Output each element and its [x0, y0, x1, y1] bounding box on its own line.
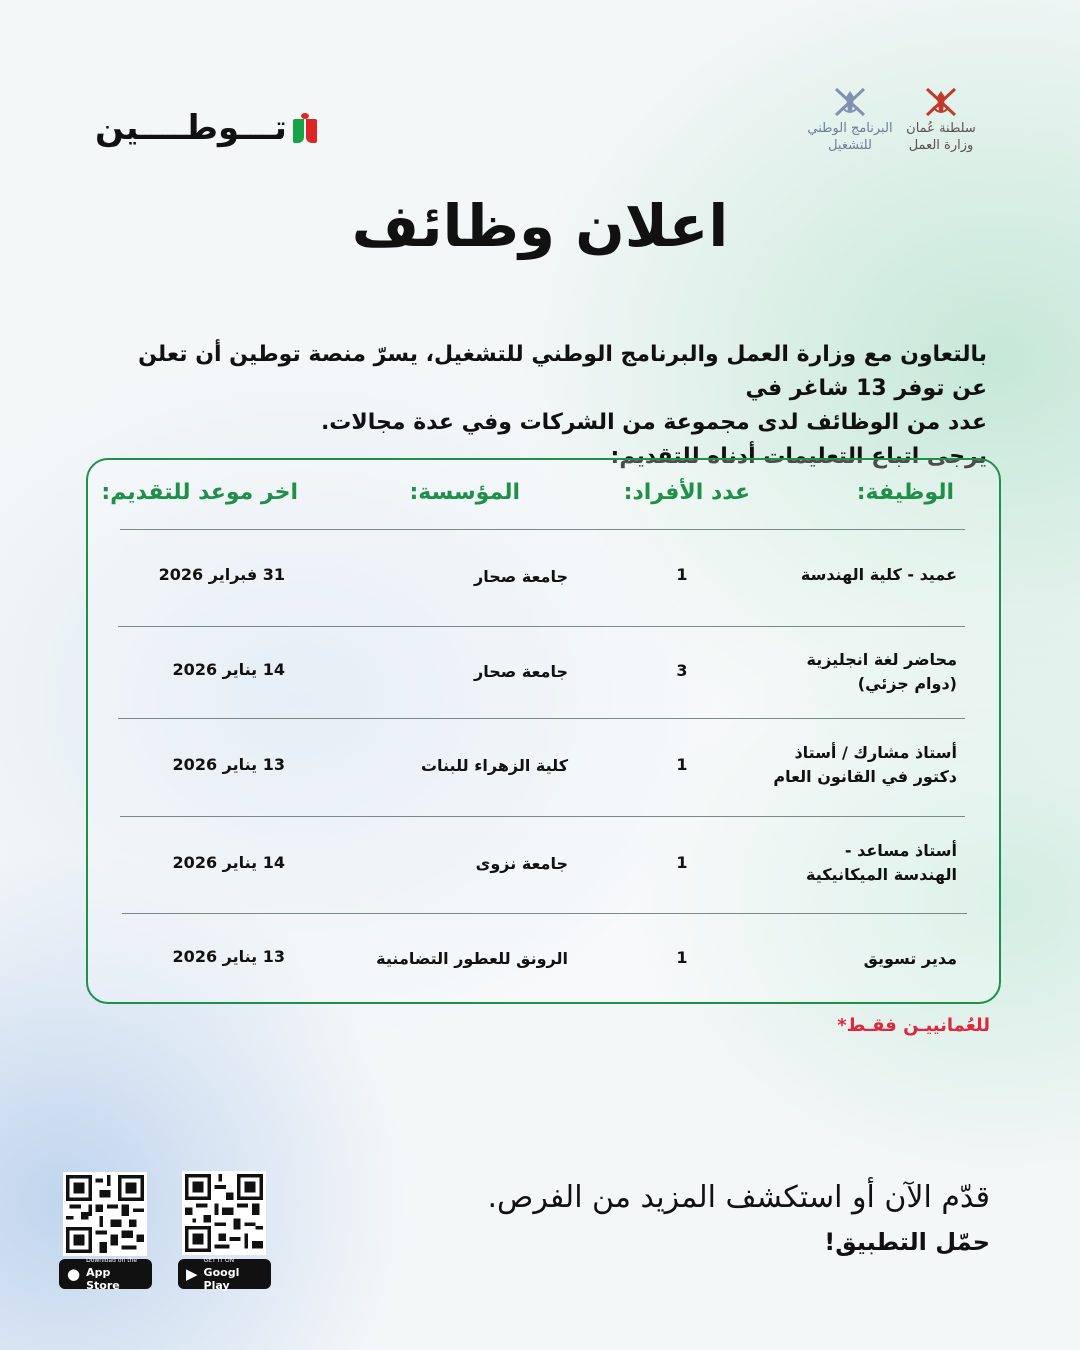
header-org: المؤسسة: [409, 480, 520, 505]
table-row-3-org: كلية الزهراء للبنات [420, 756, 568, 775]
intro-line-3: يرجى اتباع التعليمات أدناه للتقديم: [610, 444, 987, 469]
table-row-3-deadline: 13 يناير 2026 [172, 755, 285, 774]
table-row-2-org: جامعة صحار [474, 662, 568, 681]
table-row-4-count: 1 [676, 853, 688, 872]
intro-line-1: بالتعاون مع وزارة العمل والبرنامج الوطني للتشغيل، يسرّ منصة توطين أن تعلن عن توفر 13 شاغر في [138, 342, 987, 401]
googleplay-small-text: GET IT ON [203, 1257, 235, 1264]
googleplay-label: Googl Play [203, 1266, 240, 1292]
table-row-5-job: مدير تسويق [863, 949, 957, 968]
table-row-2-deadline: 14 يناير 2026 [172, 660, 285, 679]
ministry-logo [905, 85, 977, 153]
program-name-line1: البرنامج الوطني [807, 121, 893, 136]
table-row-1-count: 1 [676, 565, 688, 584]
appstore-button[interactable] [59, 1257, 152, 1292]
table-row-2-job: محاضر لغة انجليزية (دوام جزئي) [806, 650, 957, 693]
table-divider [120, 816, 965, 817]
table-row-1-job: عميد - كلية الهندسة [800, 565, 957, 584]
brand-name: تـــوطــــين [95, 108, 287, 148]
table-row-1-deadline: 31 فبراير 2026 [158, 565, 285, 584]
table-divider [118, 626, 965, 627]
table-divider [122, 913, 967, 914]
play-icon: ▶ [186, 1264, 198, 1283]
jobs-table-card [86, 458, 1001, 1004]
googleplay-button[interactable] [178, 1257, 271, 1292]
brand-logo [95, 108, 319, 148]
header-deadline: اخر موعد للتقديم: [101, 480, 298, 505]
table-row-3-count: 1 [676, 755, 688, 774]
apple-icon: ● [67, 1264, 81, 1283]
table-row-1-org: جامعة صحار [474, 567, 568, 586]
table-row-5-org: الرونق للعطور التضامنية [376, 949, 568, 968]
table-row-5-count: 1 [676, 948, 688, 967]
table-row-3-job: أستاذ مشارك / أستاذ دكتور في القانون العام [773, 743, 957, 786]
intro-line-2: عدد من الوظائف لدى مجموعة من الشركات وفي عدة مجالات. [320, 410, 987, 435]
googleplay-qr-code[interactable] [182, 1171, 266, 1255]
program-emblem-icon [830, 85, 870, 119]
header-count: عدد الأفراد: [623, 480, 750, 505]
table-divider [118, 718, 965, 719]
table-row-4-org: جامعة نزوى [475, 854, 568, 873]
ministry-name-line1: سلطنة عُمان [906, 121, 976, 136]
intro-text [117, 338, 987, 474]
cta-text: قدّم الآن أو استكشف المزيد من الفرص. [487, 1180, 990, 1215]
table-row-4-deadline: 14 يناير 2026 [172, 853, 285, 872]
appstore-small-text: Download on the [86, 1257, 138, 1264]
program-name-line2: للتشغيل [828, 138, 872, 153]
brand-mark-icon [293, 113, 319, 143]
ministry-name-line2: وزارة العمل [908, 138, 974, 153]
program-logo [800, 85, 900, 153]
appstore-qr-code[interactable] [63, 1172, 147, 1256]
table-row-4-job: أستاذ مساعد - الهندسة الميكانيكية [806, 841, 957, 884]
table-row-5-deadline: 13 يناير 2026 [172, 947, 285, 966]
oman-emblem-icon [921, 85, 961, 119]
header-job: الوظيفة: [856, 480, 954, 505]
table-row-2-count: 3 [676, 661, 688, 680]
page-title: اعلان وظائف [351, 192, 729, 260]
appstore-label: App Store [86, 1266, 120, 1292]
download-app-text: حمّل التطبيق! [824, 1228, 990, 1256]
table-divider [120, 529, 965, 530]
omani-only-note: للعُمانييـن فقـط* [837, 1015, 990, 1036]
